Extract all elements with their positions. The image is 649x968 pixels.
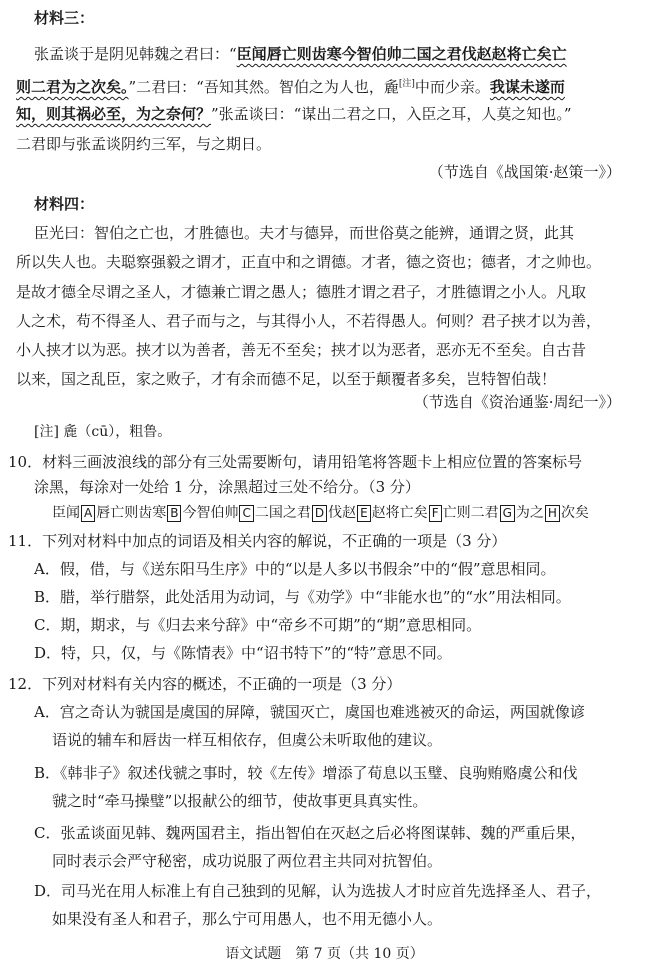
q10-segment: 今智伯帅 [182,505,239,521]
q10-segment: 臣闻 [52,505,80,521]
m3-underlined-text: 知，则其祸必至，为之奈何？ [16,105,212,123]
m3-source: （节选自《战国策·赵策一》） [428,163,621,181]
q10-segment: 为之 [515,505,544,521]
q10-option-f-box[interactable]: F [429,505,442,522]
q11-option-a[interactable]: A．假，借，与《送东阳马生序》中的“以是人多以书假余”中的“假”意思相同。 [34,560,556,578]
m4-line: 臣光曰：智伯之亡也，才胜德也。夫才与德异，而世俗莫之能辨，通谓之贤，此其 [34,224,575,242]
q10-option-g-box[interactable]: G [500,505,515,522]
q10-segment: 二国之君 [254,505,311,521]
m3-line-3 [16,104,572,124]
m3-line-1 [34,44,567,64]
q12-option-c[interactable]: C．张孟谈面见韩、魏两国君主，指出智伯在灭赵之后必将图谋韩、魏的严重后果， [34,824,586,842]
q12-option-c-cont: 同时表示会严守秘密，成功说服了两位君主共同对抗智伯。 [52,852,443,870]
m4-line: 小人挟才以为恶。挟才以为善者，善无不至矣；挟才以为恶者，恶亦无不至矣。自古昔 [16,341,587,359]
m3-underlined-text: 我谋未遂而 [489,78,565,96]
q10-option-d-box[interactable]: D [312,505,327,522]
q11-option-c[interactable]: C．期，期求，与《归去来兮辞》中“帝乡不可期”的“期”意思相同。 [34,616,482,634]
q11-stem: 11．下列对材料中加点的词语及相关内容的解说，不正确的一项是（3 分） [8,532,507,550]
m3-heading: 材料三： [34,9,95,27]
q12-option-b[interactable]: B．《韩非子》叙述伐虢之事时，较《左传》增添了荀息以玉璧、良驹贿赂虞公和伐 [34,764,578,782]
q10-option-a-box[interactable]: A [81,505,95,522]
note-marker: [注] [398,79,415,89]
q10-segment: 唇亡则齿寒 [96,505,167,521]
m3-text: 中而少亲。 [414,78,490,96]
q10-segment: 赵将亡矣 [371,505,428,521]
q12-option-a-cont: 语说的辅车和唇齿一样互相依存，但虞公未听取他的建议。 [52,731,443,749]
q11-option-d[interactable]: D．特，只，仅，与《陈情表》中“诏书特下”的“特”意思不同。 [34,644,452,662]
m3-text: ”二君曰：“吾知其然。智伯之为人也，麁 [128,78,399,96]
m4-line: 人之术，苟不得圣人、君子而与之，与其得小人，不若得愚人。何则？君子挟才以为善， [16,312,602,330]
q12-option-d-cont: 如果没有圣人和君子，那么宁可用愚人，也不用无德小人。 [52,910,443,928]
q10-option-e-box[interactable]: E [357,505,371,522]
m4-line: 以来，国之乱臣，家之败子，才有余而德不足，以至于颠覆者多矣，岂特智伯哉！ [16,370,557,388]
q10-stem-2: 涂黑，每涂对一处给 1 分，涂黑超过三处不给分。（3 分） [34,478,420,496]
q10-segment: 亡则二君 [442,505,499,521]
q10-break-line [52,503,589,523]
page-footer: 语文试题 第 7 页（共 10 页） [225,946,424,962]
m4-line: 是故才德全尽谓之圣人，才德兼亡谓之愚人；德胜才谓之君子，才胜德谓之小人。凡取 [16,283,587,301]
m4-heading: 材料四： [34,195,95,213]
q10-option-c-box[interactable]: C [239,505,253,522]
m4-source: （节选自《资治通鉴·周纪一》） [413,393,621,411]
q11-option-b[interactable]: B．腊，举行腊祭，此处活用为动词，与《劝学》中“非能水也”的“水”用法相同。 [34,588,571,606]
q12-stem: 12．下列对材料有关内容的概述，不正确的一项是（3 分） [8,675,402,693]
m4-line: 所以失人也。夫聪察强毅之谓才，正直中和之谓德。才者，德之资也；德者，才之帅也。 [16,253,602,271]
q12-option-b-cont: 虢之时“牵马操璧”以报献公的细节，使故事更具真实性。 [52,792,428,810]
q10-segment: 次矣 [560,505,589,521]
q12-option-a[interactable]: A．宫之奇认为虢国是虞国的屏障，虢国灭亡，虞国也难逃被灭的命运，两国就像谚 [34,703,585,721]
q10-stem-1: 10．材料三画波浪线的部分有三处需要断句，请用铅笔将答题卡上相应位置的答案标号 [8,453,583,471]
m3-text: ”张孟谈曰：“谋出二君之口，入臣之耳，人莫之知也。” [211,105,572,123]
m3-wavy-text: 臣闻唇亡则齿寒今智伯帅二国之君伐赵赵将亡矣亡 [236,45,567,63]
m3-text: 张孟谈于是阴见韩魏之君曰：“ [34,45,237,63]
footnote: [注] 麁（cū），粗鲁。 [34,424,172,440]
m3-line-2 [16,74,565,97]
m3-line-4: 二君即与张孟谈阴约三军，与之期日。 [16,135,272,153]
q10-option-b-box[interactable]: B [167,505,181,522]
q12-option-d[interactable]: D．司马光在用人标准上有自己独到的见解，认为选拔人才时应首先选择圣人、君子， [34,882,602,900]
m3-wavy-text: 则二君为之次矣。 [16,78,129,96]
q10-segment: 伐赵 [328,505,357,521]
q10-option-h-box[interactable]: H [545,505,560,522]
